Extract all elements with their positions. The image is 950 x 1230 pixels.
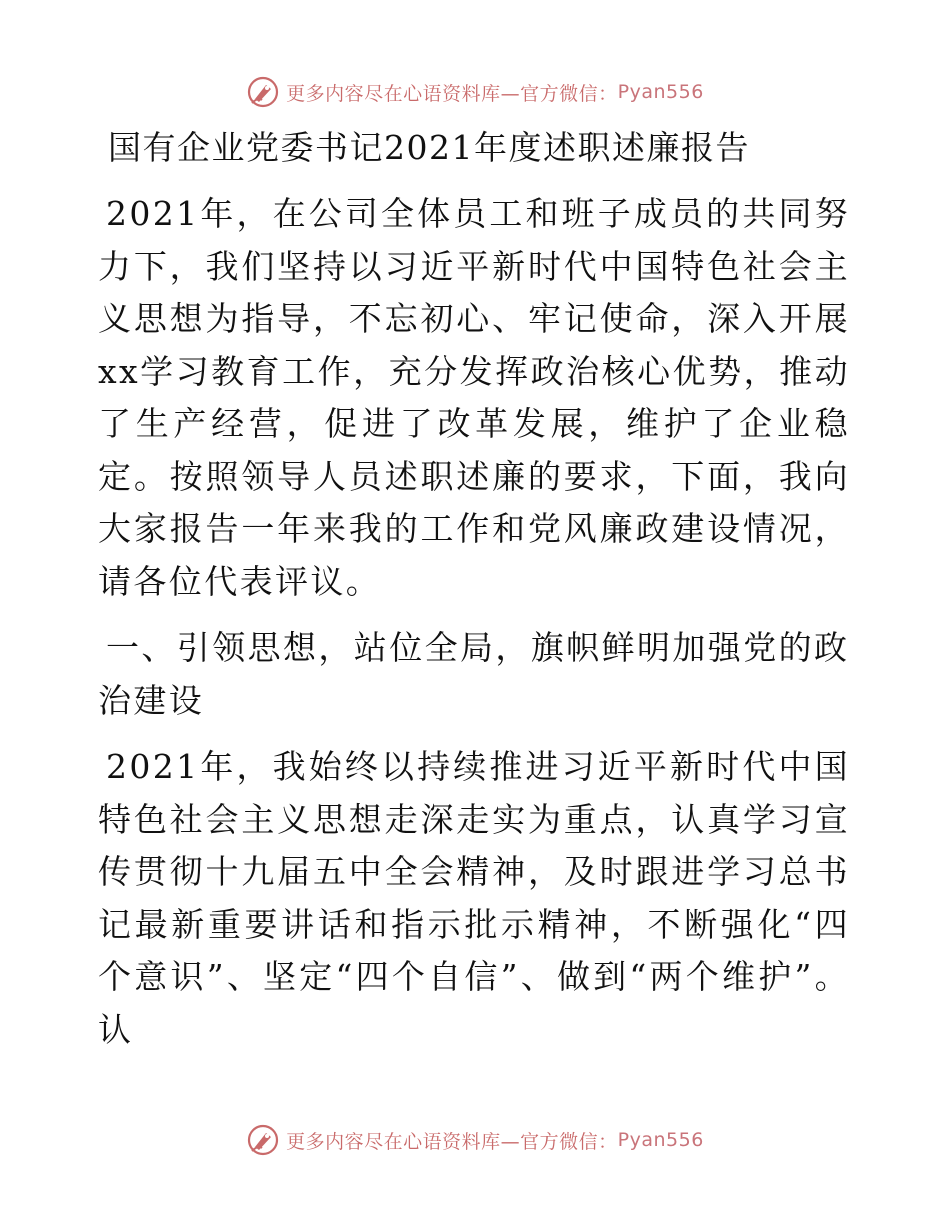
- pen-nib-logo-icon: [246, 1123, 280, 1157]
- section-heading-1: 一、引领思想，站位全局，旗帜鲜明加强党的政治建设: [98, 628, 850, 720]
- pen-nib-logo-icon: [246, 75, 280, 109]
- intro-paragraph: 2021年，在公司全体员工和班子成员的共同努力下，我们坚持以习近平新时代中国特色社会主义思想为指导，不忘初心、牢记使命，深入开展xx学习教育工作，充分发挥政治核心优势，推动了生产经营，促进了改革发展，维护了企业稳定。按照领导人员述职述廉的要求，下面，我向大家报告一年来我的工作和党风廉政建设情况，请各位代表评议。: [98, 194, 850, 601]
- watermark-wechat-id: Pyan556: [617, 1129, 704, 1151]
- document-title: 国有企业党委书记2021年度述职述廉报告: [108, 128, 750, 167]
- watermark-header: [0, 72, 950, 112]
- section-paragraph-1: 2021年，我始终以持续推进习近平新时代中国特色社会主义思想走深走实为重点，认真学习宣传贯彻十九届五中全会精神，及时跟进学习总书记最新重要讲话和指示批示精神，不断强化“四个意识”、坚定“四个自信”、做到“两个维护”。认: [98, 747, 850, 1049]
- document-body: [98, 122, 850, 1070]
- watermark-footer: [0, 1120, 950, 1160]
- watermark-text: 更多内容尽在心语资料库—官方微信：: [286, 1130, 618, 1153]
- watermark-wechat-id: Pyan556: [617, 81, 704, 103]
- watermark-text: 更多内容尽在心语资料库—官方微信：: [286, 82, 618, 105]
